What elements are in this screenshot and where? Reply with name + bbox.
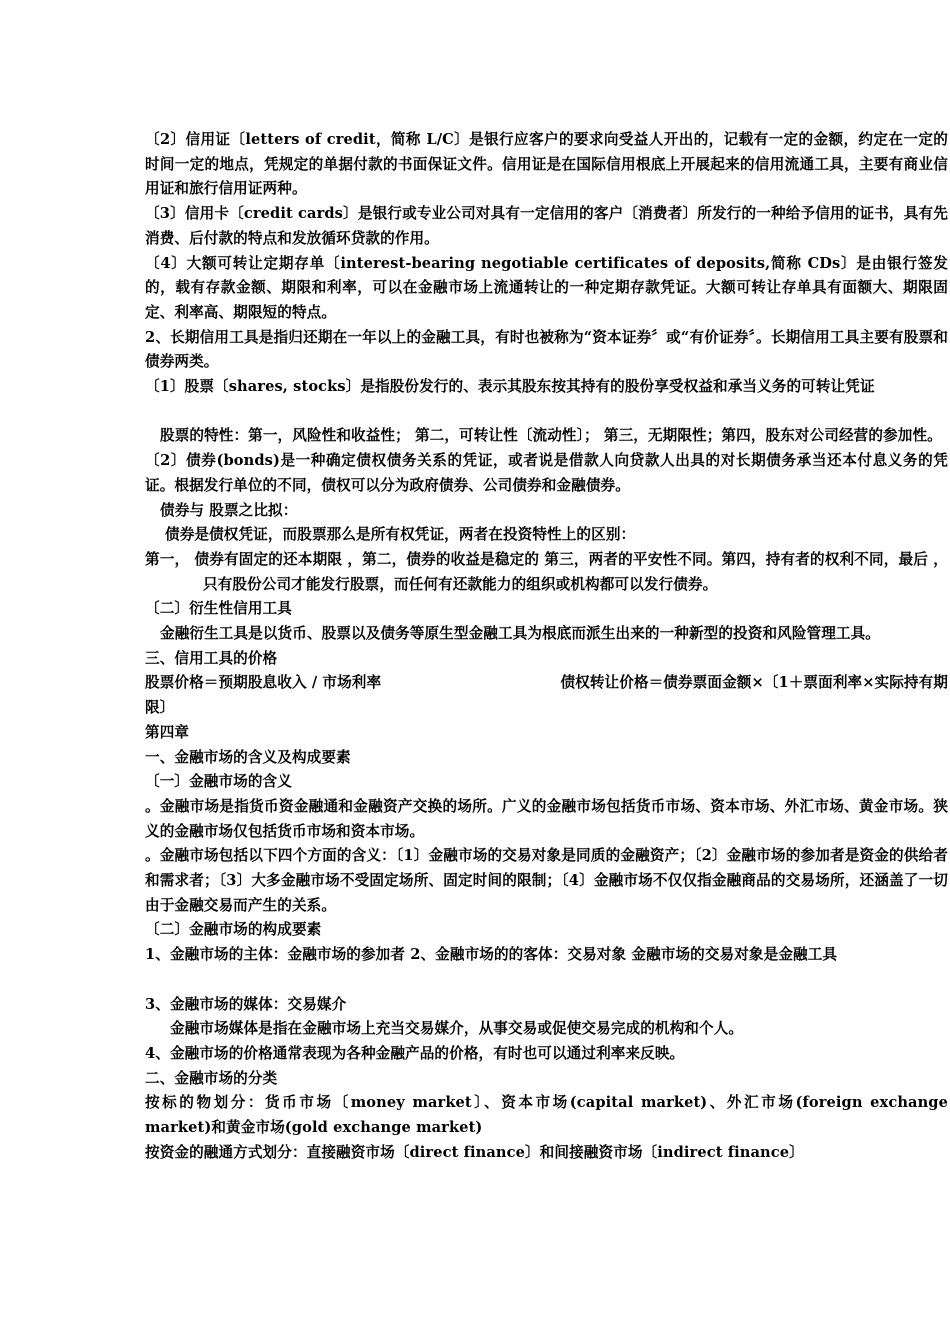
paragraph-by-subject-matter: 按标的物划分：货币市场〔money market〕、资本市场(capital market)、外汇市场(foreign exchange market)和黄金市场(gold exchange market)	[145, 1094, 948, 1137]
subheading-market-elements: 〔二〕金融市场的构成要素	[145, 921, 322, 939]
paragraph-media-definition: 金融市场媒体是指在金融市场上充当交易媒介，从事交易或促使交易完成的机构和个人。	[170, 1020, 744, 1038]
paragraph-long-term-instruments: 2、长期信用工具是指归还期在一年以上的金融工具，有时也被称为“资本证券〞或“有价证券〞。长期信用工具主要有股票和债券两类。	[145, 328, 948, 371]
paragraph-bond-vs-share-intro: 债券是债权凭证，而股票那么是所有权凭证，两者在投资特性上的区别：	[165, 526, 636, 544]
paragraph-share-features: 股票的特性：第一，风险性和收益性； 第二，可转让性〔流动性〕； 第三，无期限性；第四，股东对公司经营的参加性。	[160, 427, 942, 445]
chapter-heading: 第四章	[145, 723, 190, 741]
document-body	[145, 128, 948, 1166]
subheading-market-meaning: 〔一〕金融市场的含义	[145, 773, 292, 791]
bond-transfer-price-formula: 债权转让价格＝债券票面金额×〔1＋票面利率×实际持有期	[560, 674, 948, 692]
paragraph-market-definition: 。金融市场是指货币资金融通和金融资产交换的场所。广义的金融市场包括货币市场、资本市场、外汇市场、黄金市场。狭义的金融市场仅包括货币市场和资本市场。	[145, 797, 948, 840]
heading-derivative-instruments: 〔二〕衍生性信用工具	[145, 600, 292, 618]
paragraph-credit-cards: 〔3〕信用卡〔credit cards〕是银行或专业公司对具有一定信用的客户〔消费者〕所发行的一种给予信用的证书，具有先消费、后付款的特点和发放循环贷款的作用。	[145, 205, 948, 247]
formula-continuation: 限〕	[145, 699, 175, 717]
paragraph-derivatives: 金融衍生工具是以货币、股票以及债务等原生型金融工具为根底而派生出来的一种新型的投资和风险管理工具。	[160, 625, 880, 643]
heading-market-meaning: 一、金融市场的含义及构成要素	[145, 748, 351, 766]
paragraph-bonds: 〔2〕债券(bonds)是一种确定债权债务关系的凭证，或者说是借款人向贷款人出具的对长期债务承当还本付息义务的凭证。根据发行单位的不同，债权可以分为政府债券、公司债券和金融债券。	[145, 452, 948, 494]
paragraph-shares: 〔1〕股票〔shares, stocks〕是指股份发行的、表示其股东按其持有的股份享受权益和承当义务的可转让凭证	[145, 378, 875, 396]
paragraph-market-price: 4、金融市场的价格通常表现为各种金融产品的价格，有时也可以通过利率来反映。	[145, 1044, 685, 1062]
heading-market-classification: 二、金融市场的分类	[145, 1069, 278, 1087]
stock-price-formula: 股票价格＝预期股息收入 / 市场利率	[145, 674, 382, 692]
blank-line	[145, 968, 948, 993]
paragraph-market-four-aspects: 。金融市场包括以下四个方面的含义：〔1〕金融市场的交易对象是同质的金融资产；〔2〕金融市场的参加者是资金的供给者和需求者；〔3〕大多金融市场不受固定场所、固定时间的限制；〔4〕金融市场不仅仅指金融商品的交易场所，还涵盖了一切由于金融交易而产生的关系。	[145, 847, 948, 914]
price-formula-row	[145, 671, 948, 696]
paragraph-market-subject-object: 1、金融市场的主体：金融市场的参加者 2、金融市场的的客体：交易对象 金融市场的交易对象是金融工具	[145, 946, 838, 964]
paragraph-cds: 〔4〕大额可转让定期存单〔interest-bearing negotiable certificates of deposits,简称 CDs〕是由银行签发的，载有存款金额、期限和利率，可以在金融市场上流通转让的一种定期存款凭证。大额可转让存单具有面额大、期限固定、利率高、期限短的特点。	[145, 254, 948, 321]
paragraph-by-financing-method: 按资金的融通方式划分：直接融资市场〔direct finance〕和间接融资市场〔indirect finance〕	[145, 1143, 804, 1161]
paragraph-bond-vs-share: 债券与 股票之比拟：	[160, 501, 298, 519]
paragraph-market-media: 3、金融市场的媒体：交易媒介	[145, 995, 347, 1013]
blank-line	[145, 400, 948, 425]
paragraph-letter-of-credit: 〔2〕信用证〔letters of credit，简称 L/C〕是银行应客户的要求向受益人开出的，记载有一定的金额，约定在一定的时间一定的地点，凭规定的单据付款的书面保证文件。信用证是在国际信用根底上开展起来的信用流通工具，主要有商业信用证和旅行信用证两种。	[145, 131, 948, 198]
paragraph-differences: 第一， 债券有固定的还本期限 ，第二，债券的收益是稳定的 第三，两者的平安性不同。第四，持有者的权利不同，最后 ，只有股份公司才能发行股票，而任何有还款能力的组织或机构都可以发行债券。	[145, 550, 948, 593]
heading-instrument-price: 三、信用工具的价格	[145, 649, 278, 667]
